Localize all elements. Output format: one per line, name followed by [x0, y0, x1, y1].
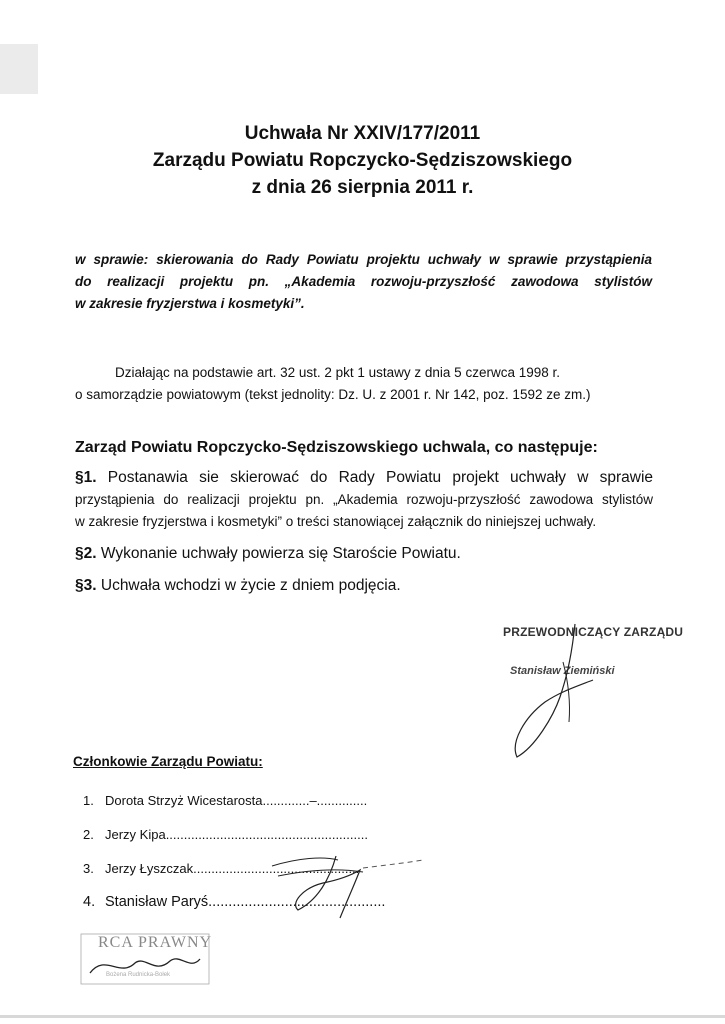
subject-line-2: do realizacji projektu pn. „Akademia rozwoju-przyszłość zawodowa stylistów — [75, 274, 652, 289]
chair-stamp-label: PRZEWODNICZĄCY ZARZĄDU — [503, 625, 684, 639]
legal-basis-line-1: Działając na podstawie art. 32 ust. 2 pkt 1 ustawy z dnia 5 czerwca 1998 r. — [115, 365, 560, 380]
subject-line-3: w zakresie fryzjerstwa i kosmetyki”. — [75, 296, 305, 311]
resolution-number: Uchwała Nr XXIV/177/2011 — [244, 123, 481, 144]
member-row — [83, 827, 368, 842]
resolution-issuer: Zarządu Powiatu Ropczycko-Sędziszowskiego — [152, 150, 573, 171]
section-1-line-2: przystąpienia do realizacji projektu pn. „Akademia rozwoju-przyszłość zawodowa stylistów — [75, 492, 653, 507]
stamp-label: RCA PRAWNY — [98, 934, 213, 951]
legal-basis — [75, 362, 657, 406]
section-3-text: Uchwała wchodzi w życie z dniem podjęcia. — [96, 577, 401, 594]
member-number: 1. — [83, 793, 94, 808]
legal-basis-line-2: o samorządzie powiatowym (tekst jednolity: Dz. U. z 2001 r. Nr 142, poz. 1592 ze zm.) — [75, 387, 591, 402]
member-entry: Stanisław Paryś............................................ — [105, 894, 386, 910]
resolution-date: z dnia 26 sierpnia 2011 r. — [251, 177, 474, 198]
section-1-line-1 — [75, 467, 653, 489]
section-1-mark: §1. — [75, 469, 97, 486]
member-number: 3. — [83, 861, 94, 876]
resolves-heading: Zarząd Powiatu Ropczycko-Sędziszowskiego uchwala, co następuje: — [75, 439, 598, 456]
section-2 — [75, 543, 653, 565]
member-number: 2. — [83, 827, 94, 842]
member-number: 4. — [83, 894, 96, 910]
chair-signature — [505, 622, 595, 762]
section-1-text: Postanawia sie skierować do Rady Powiatu projekt uchwały w sprawie — [107, 469, 654, 486]
subject-line-1: w sprawie: skierowania do Rady Powiatu projektu uchwały w sprawie przystąpienia — [75, 252, 652, 267]
chair-stamp-name: Stanisław Ziemiński — [510, 665, 615, 677]
section-3-mark: §3. — [75, 577, 97, 594]
section-1-line-3: w zakresie fryzjerstwa i kosmetyki” o treści stanowiącej załącznik do niniejszej uchwały. — [75, 514, 597, 529]
member-entry: Jerzy Łyszczak.............................................. — [105, 861, 360, 876]
scan-corner-mark — [0, 44, 38, 94]
stamp-name: Bożena Rudnicka-Bołek — [106, 972, 171, 978]
section-1 — [75, 467, 653, 533]
resolution-subject — [75, 249, 652, 315]
member-signature — [268, 848, 428, 923]
board-members-heading: Członkowie Zarządu Powiatu: — [73, 754, 263, 769]
member-row — [83, 793, 367, 808]
member-entry: Jerzy Kipa........................................................ — [105, 827, 368, 842]
section-3 — [75, 575, 653, 597]
document-title-block — [0, 120, 725, 201]
section-2-mark: §2. — [75, 545, 97, 562]
page-edge-line — [0, 1015, 725, 1018]
section-2-text: Wykonanie uchwały powierza się Staroście Powiatu. — [96, 545, 461, 562]
member-entry: Dorota Strzyż Wicestarosta.............–.............. — [105, 793, 368, 808]
